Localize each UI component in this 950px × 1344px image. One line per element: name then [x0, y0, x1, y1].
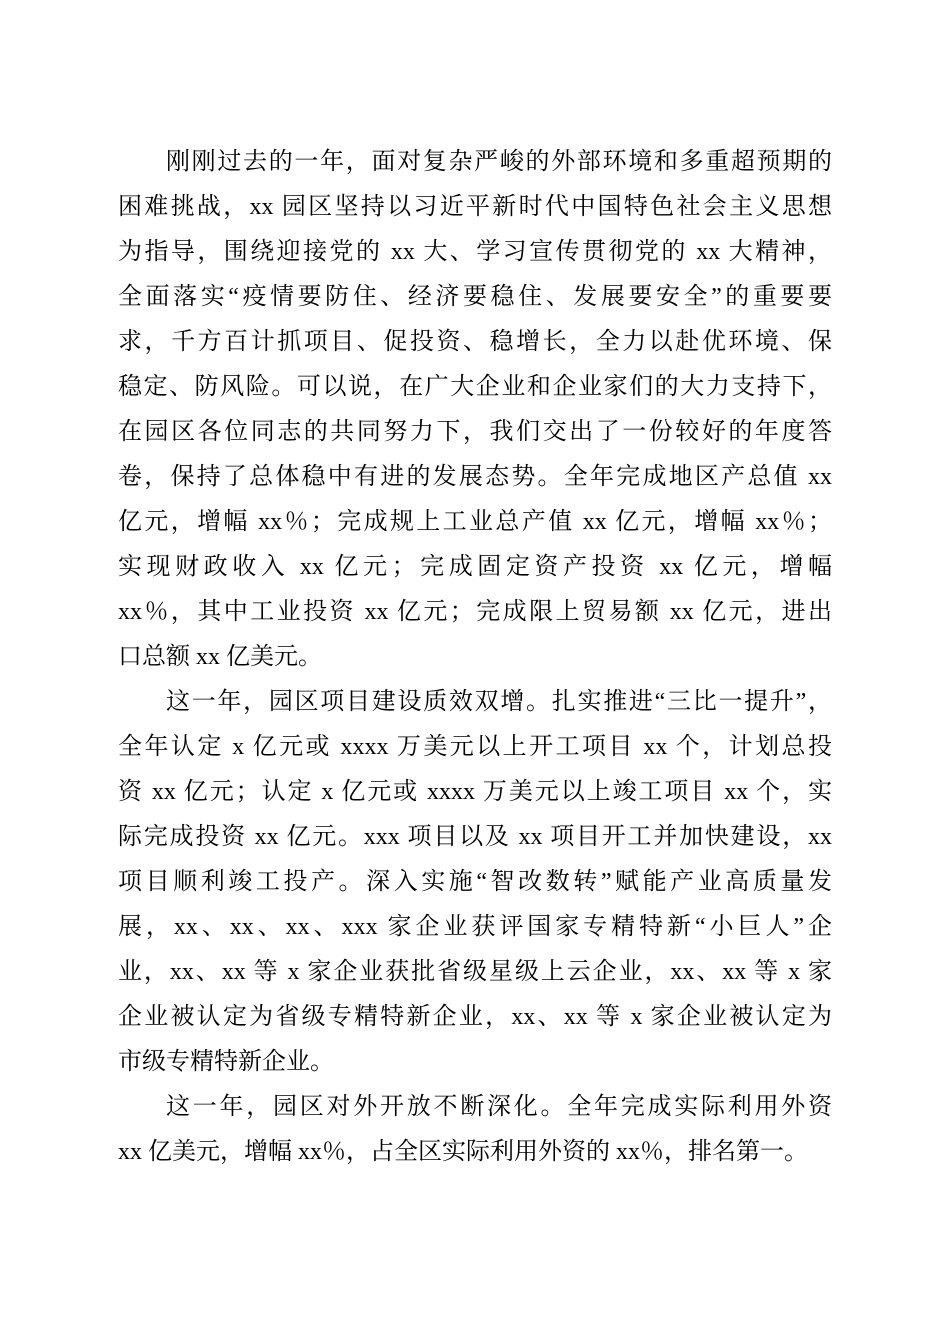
text-line: 在园区各位同志的共同努力下，我们交出了一份较好的年度答: [118, 419, 832, 445]
paragraph: [118, 680, 832, 1085]
document-body: [118, 140, 832, 1175]
text-line: 这一年，园区项目建设质效双增。扎实推进“三比一提升”，: [166, 689, 832, 715]
text-line: 刚刚过去的一年，面对复杂严峻的外部环境和多重超预期的: [166, 149, 832, 175]
text-line: 企业被认定为省级专精特新企业，xx、xx 等 x 家企业被认定为: [118, 1004, 832, 1030]
paragraph: [118, 140, 832, 680]
text-line: 困难挑战，xx 园区坚持以习近平新时代中国特色社会主义思想: [118, 194, 832, 220]
text-line: 亿元，增幅 xx％；完成规上工业总产值 xx 亿元，增幅 xx％；: [118, 509, 832, 535]
text-line: 为指导，围绕迎接党的 xx 大、学习宣传贯彻党的 xx 大精神，: [118, 239, 832, 265]
paragraph: [118, 1085, 832, 1175]
text-line: 求，千方百计抓项目、促投资、稳增长，全力以赴优环境、保: [118, 329, 832, 355]
text-line: 全面落实“疫情要防住、经济要稳住、发展要安全”的重要要: [118, 284, 832, 310]
text-line: 稳定、防风险。可以说，在广大企业和企业家们的大力支持下，: [118, 374, 832, 400]
text-line: 展，xx、xx、xx、xxx 家企业获评国家专精特新“小巨人”企: [118, 914, 832, 940]
text-line: 全年认定 x 亿元或 xxxx 万美元以上开工项目 xx 个，计划总投: [118, 734, 832, 760]
text-line: 市级专精特新企业。: [118, 1049, 334, 1075]
text-line: 项目顺利竣工投产。深入实施“智改数转”赋能产业高质量发: [118, 869, 832, 895]
text-line: 实现财政收入 xx 亿元；完成固定资产投资 xx 亿元，增幅: [118, 554, 832, 580]
text-line: xx％，其中工业投资 xx 亿元；完成限上贸易额 xx 亿元，进出: [118, 599, 832, 625]
text-line: 际完成投资 xx 亿元。xxx 项目以及 xx 项目开工并加快建设，xx: [118, 824, 832, 850]
text-line: 资 xx 亿元；认定 x 亿元或 xxxx 万美元以上竣工项目 xx 个，实: [118, 779, 832, 805]
text-line: 这一年，园区对外开放不断深化。全年完成实际利用外资: [166, 1094, 832, 1120]
text-line: 业，xx、xx 等 x 家企业获批省级星级上云企业，xx、xx 等 x 家: [118, 959, 832, 985]
text-line: 口总额 xx 亿美元。: [118, 644, 322, 670]
text-line: 卷，保持了总体稳中有进的发展态势。全年完成地区产总值 xx: [118, 464, 832, 490]
text-line: xx 亿美元，增幅 xx％，占全区实际利用外资的 xx％，排名第一。: [118, 1139, 808, 1165]
